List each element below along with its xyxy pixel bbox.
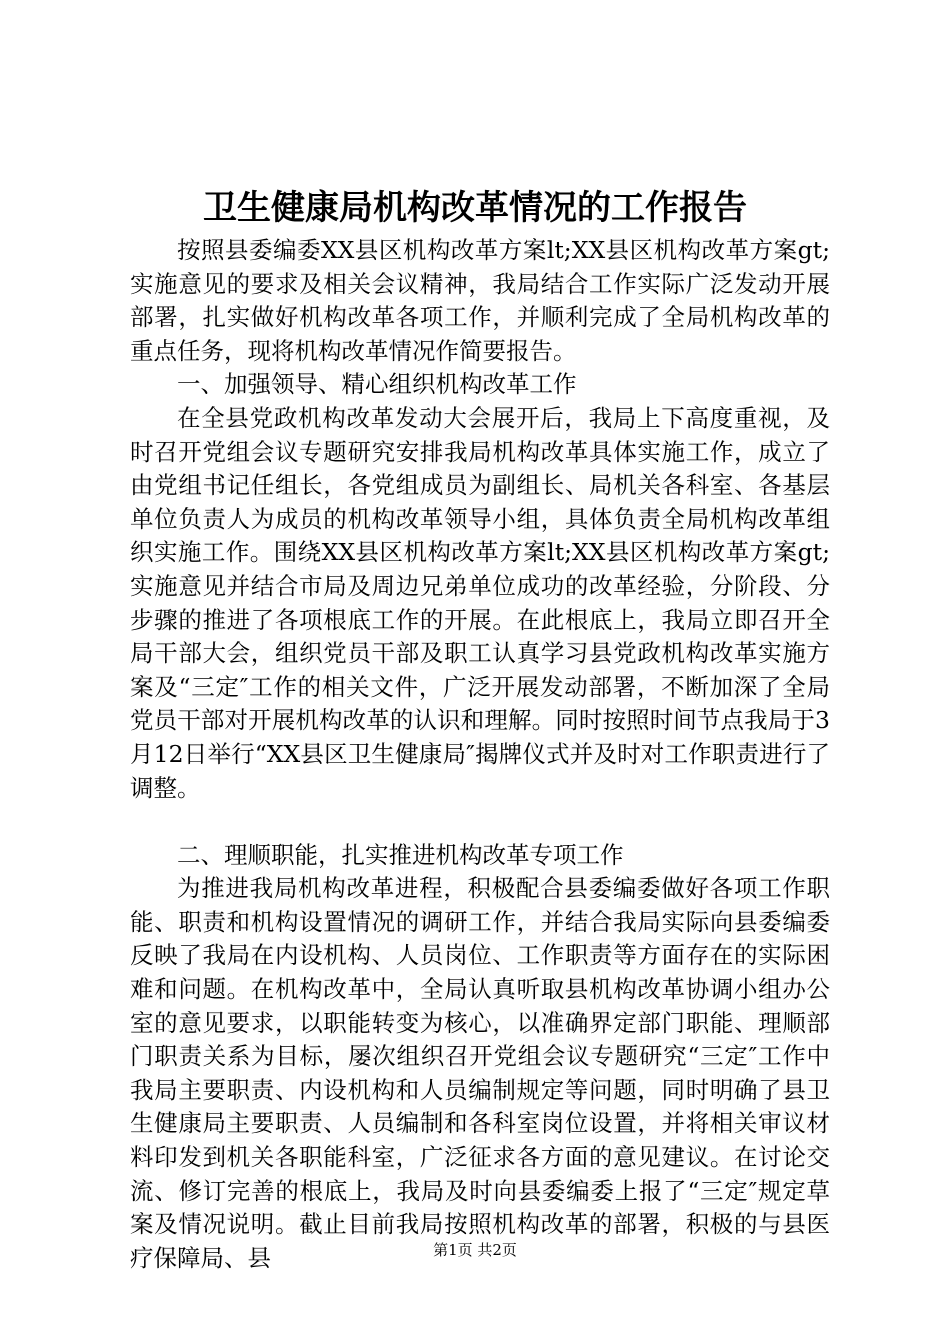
document-title: 卫生健康局机构改革情况的工作报告: [203, 188, 747, 228]
section-heading-2: 二、理顺职能，扎实推进机构改革专项工作: [177, 840, 624, 869]
section-heading-1: 一、加强领导、精心组织机构改革工作: [177, 370, 577, 399]
section-1-paragraph: 在全县党政机构改革发动大会展开后，我局上下高度重视，及时召开党组会议专题研究安排我局机构改革具体实施工作，成立了由党组书记任组长，各党组成员为副组长、局机关各科室、各基层单位负责人为成员的机构改革领导小组，具体负责全局机构改革组织实施工作。围绕XX县区机构改革方案lt;XX县区机构改革方案gt;实施意见并结合市局及周边兄弟单位成功的改革经验，分阶段、分步骤的推进了各项根底工作的开展。在此根底上，我局立即召开全局干部大会，组织党员干部及职工认真学习县党政机构改革实施方案及“三定″工作的相关文件，广泛开展发动部署，不断加深了全局党员干部对开展机构改革的认识和理解。同时按照时间节点我局于3月12日举行“XX县区卫生健康局″揭牌仪式并及时对工作职责进行了调整。: [130, 403, 830, 802]
blank-line: [130, 805, 830, 839]
section-2-paragraph: 为推进我局机构改革进程，积极配合县委编委做好各项工作职能、职责和机构设置情况的调研工作，并结合我局实际向县委编委反映了我局在内设机构、人员岗位、工作职责等方面存在的实际困难和问题。在机构改革中，全局认真听取县机构改革协调小组办公室的意见要求，以职能转变为核心，以准确界定部门职能、理顺部门职责关系为目标，屡次组织召开党组会议专题研究“三定″工作中我局主要职责、内设机构和人员编制规定等问题，同时明确了县卫生健康局主要职责、人员编制和各科室岗位设置，并将相关审议材料印发到机关各职能科室，广泛征求各方面的意见建议。在讨论交流、修订完善的根底上，我局及时向县委编委上报了“三定″规定草案及情况说明。截止目前我局按照机构改革的部署，积极的与县医疗保障局、县: [130, 874, 830, 1272]
page-footer: 第1页 共2页: [433, 1241, 517, 1259]
intro-paragraph: 按照县委编委XX县区机构改革方案lt;XX县区机构改革方案gt;实施意见的要求及相关会议精神，我局结合工作实际广泛发动开展部署，扎实做好机构改革各项工作，并顺利完成了全局机构改革的重点任务，现将机构改革情况作简要报告。: [130, 236, 830, 365]
document-body: [130, 234, 830, 1275]
